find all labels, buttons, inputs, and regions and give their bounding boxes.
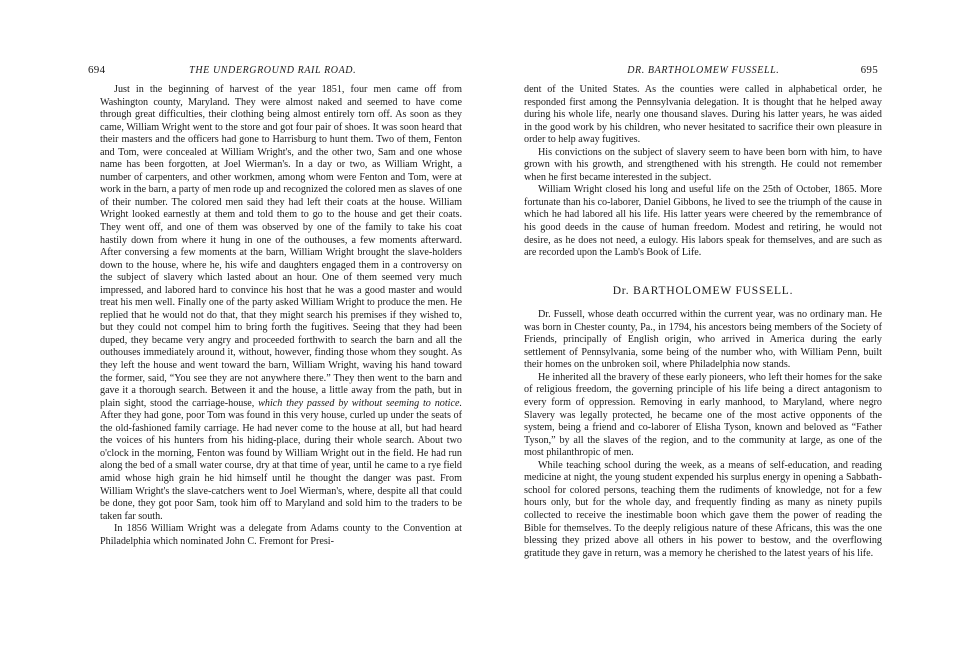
paragraph: Dr. Fussell, whose death occurred within the current year, was no ordinary man. He was born in Chester county, Pa., in 1794, his ancestors being members of the Society of Friends, principally of English origin, who arrived in America during the early settlement of Pennsylvania, some being of the number who, with William Penn, built their homes on the unbroken soil, where Philadelphia now stands. xyxy=(524,309,882,371)
running-head: THE UNDERGROUND RAIL ROAD. xyxy=(189,65,357,76)
right-page-body xyxy=(524,84,882,560)
page-number: 694 xyxy=(88,64,106,76)
page-number: 695 xyxy=(860,64,878,76)
italic-phrase: which they passed by without seeming to notice. xyxy=(258,397,462,409)
paragraph: His convictions on the subject of slavery seem to have been born with him, to have grown with his growth, and strengthened with his strength. He could not remember when he first became interested in the subject. xyxy=(524,146,882,183)
paragraph: He inherited all the bravery of these early pioneers, who left their homes for the sake of religious freedom, the governing principle of his life being a direct antagonism to every form of oppression. Removing in early manhood, to Maryland, where negro Slavery was legally protected, he became one of the most active opponents of the system, being a friend and co-laborer of Elisha Tyson, known and beloved as “Father Tyson,” by all the slaves of the region, and to the community at large, as one of the most philanthropic of men. xyxy=(524,371,882,459)
paragraph: While teaching school during the week, as a means of self-education, and reading medicine at night, the young student expended his surplus energy in opening a Sabbath-school for colored persons, teaching them the rudiments of knowledge, not for a few hours only, but for the whole day, and frequently finding as many as ninety pupils collected to receive the inestimable boon which gave them the power of reading the Bible for themselves. To the deeply religious nature of these Africans, this was the one blessing they prized above all others in his power to bestow, and the overflowing gratitude they gave in return, was a memory he cherished to the latest years of his life. xyxy=(524,459,882,559)
section-title: Dr. BARTHOLOMEW FUSSELL. xyxy=(612,284,794,297)
right-page-header xyxy=(526,64,878,76)
left-page-body xyxy=(100,84,462,548)
running-head: DR. BARTHOLOMEW FUSSELL. xyxy=(627,65,780,76)
paragraph xyxy=(100,84,462,523)
paragraph: William Wright closed his long and useful life on the 25th of October, 1865. More fortunate than his co-laborer, Daniel Gibbons, he lived to see the triumph of the cause in which he had labored all his life. His latter years were cheered by the remembrance of his good deeds in the cause of human freedom. Modest and retiring, he would not desire, as he does not need, a eulogy. His labors speak for themselves, and are such as are recorded upon the Lamb's Book of Life. xyxy=(524,184,882,259)
paragraph-text: Just in the beginning of harvest of the year 1851, four men came off from Washington county, Maryland. They were almost naked and seemed to have come through great difficulties, their clothing being almost entirely torn off. As soon as they came, William Wright went to the store and got four pair of shoes. It was soon heard that their masters and the officers had gone to Harrisburg to hunt them. Two of them, Fenton and Tom, were concealed at William Wright's, and the other two, Sam and one whose name has been forgotten, at Joel Wierman's. In a day or two, as William Wright, a number of carpenters, and other workmen, among whom were Fenton and Tom, were at work in the barn, a party of men rode up and recognized the colored men as slaves of one of their number. The colored men said they had left their coats at the house. William Wright looked earnestly at them and told them to go to the house and get their coats. They went off, and one of them was observed by one of the family to take his coat hastily down from where it hung in one of the outhouses, a few moments afterward. After conversing a few moments at the barn, William Wright brought the slave-holders down to the house, where he, his wife and daughters engaged them in a controversy on the subject of slavery which lasted about an hour. One of them seemed very much impressed, and labored hard to convince his host that he was a good master and would treat his men well. Finally one of the party asked William Wright to produce the men. He replied that he would not do that, that they might search his premises if they wished to, but they could not compel him to bring forth the fugitives. Seeing that they had been duped, they became very angry and proceeded forthwith to search the barn and all the outhouses immediately around it, without, however, finding those whom they sought. As they left the house and went toward the barn, William Wright, waving his hand toward the former, said, “You see they are not anywhere there.” They then went to the barn and gave it a thorough search. Between it and the house, a little away from the path, but in plain sight, stood the carriage-house, xyxy=(100,84,462,409)
paragraph: In 1856 William Wright was a delegate from Adams county to the Convention at Philadelphia which nominated John C. Fremont for Presi- xyxy=(100,523,462,547)
continued-paragraph: dent of the United States. As the counties were called in alphabetical order, he responded first among the Pennsylvania delegation. It is thought that he helped away during his whole life, nearly one thousand slaves. During his latter years, he was aided in the good work by his children, who never hesitated to sacrifice their own pleasure in order to help away fugitives. xyxy=(524,84,882,146)
left-page-header xyxy=(88,64,460,76)
paragraph-text: After they had gone, poor Tom was found in this very house, curled up under the seats of the old-fashioned family carriage. He had never come to the house at all, but had heard the voices of his hunters from his hiding-place, during their whole search. About two o'clock in the morning, Fenton was found by William Wright out in the field. He had run along the bed of a small water course, dry at that time of year, until he came to a rye field amid whose high grain he hid himself until he thought the danger was past. From William Wright's the slave-catchers went to Joel Wierman's, where, despite all that could be done, they got poor Sam, took him off to Maryland and sold him to the traders to be taken far south. xyxy=(100,410,462,522)
right-page xyxy=(490,0,980,658)
